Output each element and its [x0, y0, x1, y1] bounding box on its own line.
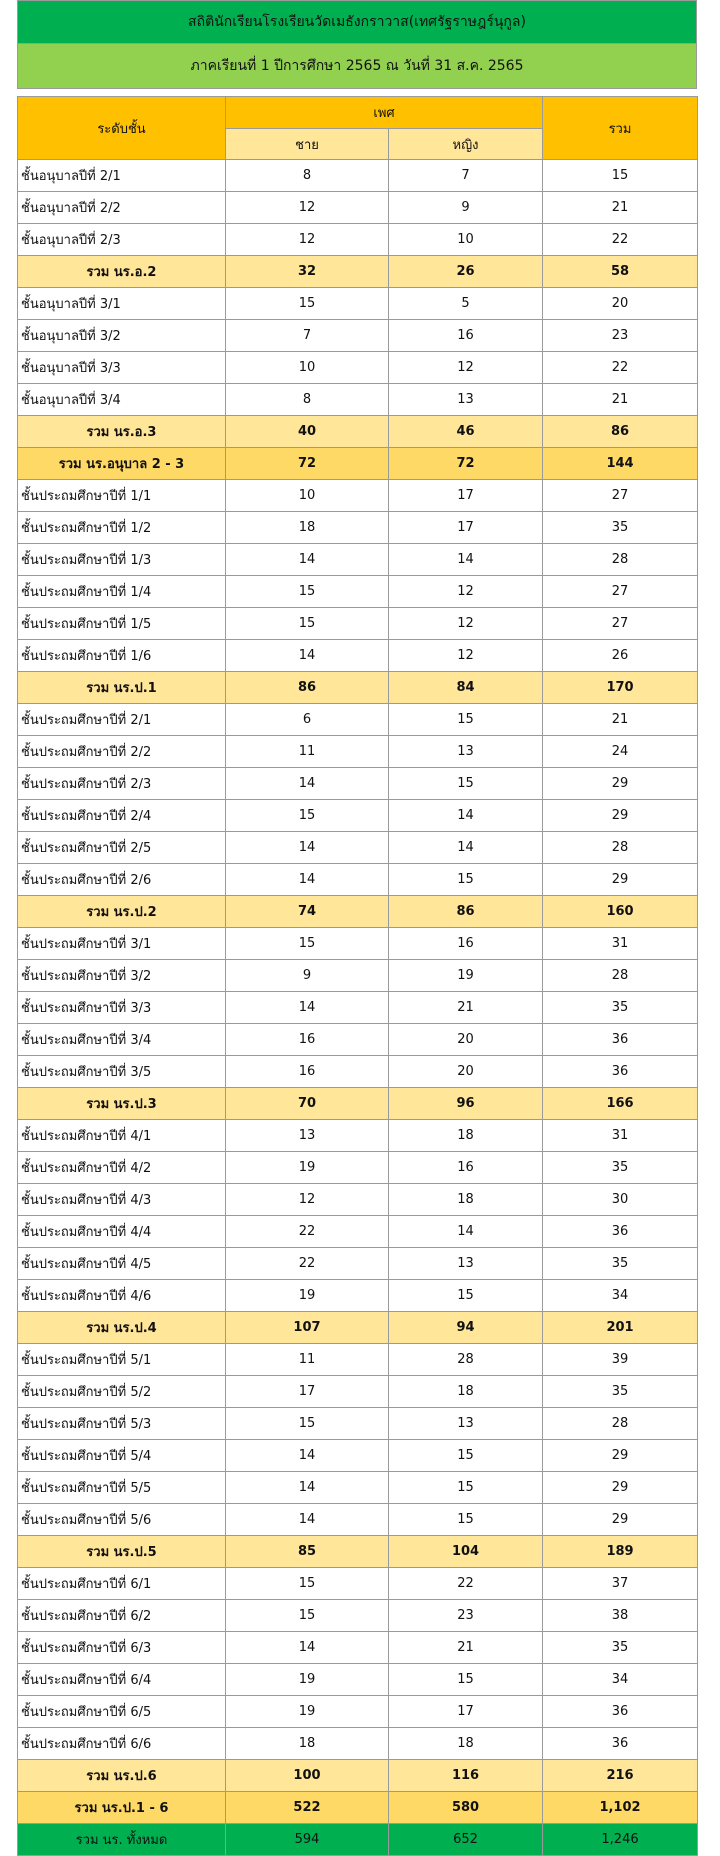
row-label: ชั้นอนุบาลปีที่ 3/3 [18, 352, 226, 384]
female-count: 5 [389, 288, 543, 320]
total-count: 23 [543, 320, 698, 352]
total-row [18, 1824, 698, 1856]
male-count: 19 [226, 1696, 389, 1728]
female-count: 21 [389, 1632, 543, 1664]
male-count: 15 [226, 1408, 389, 1440]
female-count: 46 [389, 416, 543, 448]
subtotal-row [18, 1760, 698, 1792]
row-label: ชั้นประถมศึกษาปีที่ 3/1 [18, 928, 226, 960]
row-label: รวม นร.อ.2 [18, 256, 226, 288]
row-label: รวม นร.ป.1 [18, 672, 226, 704]
female-count: 12 [389, 352, 543, 384]
female-count: 17 [389, 480, 543, 512]
male-count: 12 [226, 192, 389, 224]
table-row [18, 1600, 698, 1632]
male-count: 522 [226, 1792, 389, 1824]
male-count: 594 [226, 1824, 389, 1856]
male-count: 10 [226, 352, 389, 384]
row-label: ชั้นประถมศึกษาปีที่ 5/1 [18, 1344, 226, 1376]
female-count: 28 [389, 1344, 543, 1376]
male-count: 14 [226, 832, 389, 864]
total-count: 28 [543, 1408, 698, 1440]
male-count: 13 [226, 1120, 389, 1152]
female-count: 15 [389, 768, 543, 800]
male-count: 14 [226, 992, 389, 1024]
grand-subtotal-row [18, 1792, 698, 1824]
male-count: 15 [226, 608, 389, 640]
row-label: ชั้นประถมศึกษาปีที่ 2/3 [18, 768, 226, 800]
row-label: ชั้นประถมศึกษาปีที่ 1/1 [18, 480, 226, 512]
row-label: ชั้นอนุบาลปีที่ 3/4 [18, 384, 226, 416]
total-count: 27 [543, 480, 698, 512]
male-count: 14 [226, 1504, 389, 1536]
subtotal-row [18, 256, 698, 288]
total-count: 26 [543, 640, 698, 672]
male-count: 12 [226, 1184, 389, 1216]
table-row [18, 608, 698, 640]
table-row [18, 1152, 698, 1184]
male-count: 100 [226, 1760, 389, 1792]
table-row [18, 1472, 698, 1504]
female-count: 16 [389, 928, 543, 960]
row-label: ชั้นประถมศึกษาปีที่ 5/6 [18, 1504, 226, 1536]
total-count: 29 [543, 1472, 698, 1504]
female-count: 9 [389, 192, 543, 224]
subtotal-row [18, 1536, 698, 1568]
row-label: รวม นร.ป.6 [18, 1760, 226, 1792]
total-count: 189 [543, 1536, 698, 1568]
male-count: 15 [226, 800, 389, 832]
header-male: ชาย [226, 129, 389, 160]
female-count: 18 [389, 1120, 543, 1152]
total-count: 201 [543, 1312, 698, 1344]
table-row [18, 864, 698, 896]
female-count: 18 [389, 1376, 543, 1408]
male-count: 22 [226, 1216, 389, 1248]
table-row [18, 960, 698, 992]
table-row [18, 640, 698, 672]
table-header [18, 97, 698, 160]
total-count: 35 [543, 512, 698, 544]
total-count: 36 [543, 1056, 698, 1088]
male-count: 15 [226, 928, 389, 960]
table-row [18, 1344, 698, 1376]
female-count: 16 [389, 320, 543, 352]
female-count: 26 [389, 256, 543, 288]
table-row [18, 1504, 698, 1536]
table-row [18, 800, 698, 832]
female-count: 20 [389, 1024, 543, 1056]
table-row [18, 224, 698, 256]
male-count: 11 [226, 736, 389, 768]
row-label: รวม นร. ทั้งหมด [18, 1824, 226, 1856]
male-count: 18 [226, 512, 389, 544]
header-total: รวม [543, 97, 698, 160]
table-row [18, 736, 698, 768]
total-count: 36 [543, 1024, 698, 1056]
female-count: 15 [389, 1664, 543, 1696]
row-label: ชั้นประถมศึกษาปีที่ 6/6 [18, 1728, 226, 1760]
table-row [18, 704, 698, 736]
subtotal-row [18, 896, 698, 928]
table-row [18, 1248, 698, 1280]
total-count: 170 [543, 672, 698, 704]
male-count: 72 [226, 448, 389, 480]
total-count: 28 [543, 832, 698, 864]
row-label: ชั้นประถมศึกษาปีที่ 5/5 [18, 1472, 226, 1504]
total-count: 160 [543, 896, 698, 928]
row-label: ชั้นประถมศึกษาปีที่ 2/2 [18, 736, 226, 768]
table-row [18, 832, 698, 864]
row-label: ชั้นประถมศึกษาปีที่ 1/2 [18, 512, 226, 544]
table-row [18, 1696, 698, 1728]
row-label: ชั้นประถมศึกษาปีที่ 6/2 [18, 1600, 226, 1632]
subtotal-row [18, 672, 698, 704]
female-count: 14 [389, 1216, 543, 1248]
total-count: 38 [543, 1600, 698, 1632]
male-count: 70 [226, 1088, 389, 1120]
male-count: 86 [226, 672, 389, 704]
male-count: 32 [226, 256, 389, 288]
total-count: 15 [543, 160, 698, 192]
table-row [18, 928, 698, 960]
female-count: 15 [389, 1280, 543, 1312]
table-row [18, 544, 698, 576]
row-label: ชั้นประถมศึกษาปีที่ 1/6 [18, 640, 226, 672]
row-label: ชั้นประถมศึกษาปีที่ 2/5 [18, 832, 226, 864]
grand-subtotal-row [18, 448, 698, 480]
sheet-title: สถิตินักเรียนโรงเรียนวัดเมธังกราวาส(เทศรัฐราษฎร์นุกูล) [17, 0, 697, 44]
female-count: 13 [389, 736, 543, 768]
header-gender: เพศ [226, 97, 543, 129]
female-count: 15 [389, 864, 543, 896]
total-count: 36 [543, 1216, 698, 1248]
total-count: 36 [543, 1728, 698, 1760]
header-level: ระดับชั้น [18, 97, 226, 160]
male-count: 15 [226, 1568, 389, 1600]
total-count: 166 [543, 1088, 698, 1120]
female-count: 116 [389, 1760, 543, 1792]
male-count: 15 [226, 576, 389, 608]
table-row [18, 1376, 698, 1408]
sheet-subtitle: ภาคเรียนที่ 1 ปีการศึกษา 2565 ณ วันที่ 31 ส.ค. 2565 [17, 44, 697, 89]
table-row [18, 768, 698, 800]
female-count: 15 [389, 1504, 543, 1536]
female-count: 18 [389, 1184, 543, 1216]
male-count: 8 [226, 384, 389, 416]
row-label: รวม นร.อ.3 [18, 416, 226, 448]
table-row [18, 1440, 698, 1472]
male-count: 9 [226, 960, 389, 992]
male-count: 107 [226, 1312, 389, 1344]
total-count: 28 [543, 960, 698, 992]
male-count: 14 [226, 640, 389, 672]
table-row [18, 192, 698, 224]
male-count: 19 [226, 1280, 389, 1312]
female-count: 94 [389, 1312, 543, 1344]
total-count: 35 [543, 1376, 698, 1408]
student-table [17, 96, 698, 1856]
total-count: 31 [543, 1120, 698, 1152]
male-count: 7 [226, 320, 389, 352]
table-row [18, 992, 698, 1024]
male-count: 14 [226, 768, 389, 800]
male-count: 22 [226, 1248, 389, 1280]
total-count: 35 [543, 1632, 698, 1664]
female-count: 22 [389, 1568, 543, 1600]
row-label: ชั้นประถมศึกษาปีที่ 6/4 [18, 1664, 226, 1696]
row-label: รวม นร.อนุบาล 2 - 3 [18, 448, 226, 480]
female-count: 16 [389, 1152, 543, 1184]
female-count: 12 [389, 640, 543, 672]
table-row [18, 320, 698, 352]
female-count: 96 [389, 1088, 543, 1120]
row-label: ชั้นประถมศึกษาปีที่ 2/6 [18, 864, 226, 896]
female-count: 17 [389, 1696, 543, 1728]
female-count: 12 [389, 576, 543, 608]
total-count: 22 [543, 224, 698, 256]
table-row [18, 1280, 698, 1312]
row-label: ชั้นประถมศึกษาปีที่ 2/1 [18, 704, 226, 736]
total-count: 29 [543, 768, 698, 800]
table-row [18, 576, 698, 608]
female-count: 20 [389, 1056, 543, 1088]
row-label: รวม นร.ป.1 - 6 [18, 1792, 226, 1824]
total-count: 24 [543, 736, 698, 768]
subtotal-row [18, 416, 698, 448]
table-row [18, 1728, 698, 1760]
table-row [18, 480, 698, 512]
row-label: ชั้นประถมศึกษาปีที่ 4/4 [18, 1216, 226, 1248]
male-count: 8 [226, 160, 389, 192]
row-label: ชั้นประถมศึกษาปีที่ 1/4 [18, 576, 226, 608]
female-count: 84 [389, 672, 543, 704]
header-female: หญิง [389, 129, 543, 160]
total-count: 34 [543, 1664, 698, 1696]
male-count: 14 [226, 1472, 389, 1504]
female-count: 15 [389, 1440, 543, 1472]
total-count: 20 [543, 288, 698, 320]
row-label: ชั้นประถมศึกษาปีที่ 5/2 [18, 1376, 226, 1408]
table-row [18, 1632, 698, 1664]
male-count: 19 [226, 1664, 389, 1696]
total-count: 36 [543, 1696, 698, 1728]
female-count: 14 [389, 544, 543, 576]
male-count: 16 [226, 1024, 389, 1056]
row-label: ชั้นประถมศึกษาปีที่ 4/2 [18, 1152, 226, 1184]
row-label: รวม นร.ป.4 [18, 1312, 226, 1344]
row-label: ชั้นประถมศึกษาปีที่ 4/1 [18, 1120, 226, 1152]
table-row [18, 1664, 698, 1696]
total-count: 27 [543, 576, 698, 608]
male-count: 15 [226, 1600, 389, 1632]
male-count: 74 [226, 896, 389, 928]
female-count: 14 [389, 832, 543, 864]
row-label: ชั้นอนุบาลปีที่ 2/2 [18, 192, 226, 224]
row-label: ชั้นประถมศึกษาปีที่ 2/4 [18, 800, 226, 832]
row-label: ชั้นประถมศึกษาปีที่ 3/5 [18, 1056, 226, 1088]
total-count: 35 [543, 992, 698, 1024]
row-label: ชั้นประถมศึกษาปีที่ 6/1 [18, 1568, 226, 1600]
subtotal-row [18, 1088, 698, 1120]
total-count: 216 [543, 1760, 698, 1792]
table-row [18, 1216, 698, 1248]
male-count: 11 [226, 1344, 389, 1376]
total-count: 29 [543, 800, 698, 832]
row-label: ชั้นประถมศึกษาปีที่ 5/3 [18, 1408, 226, 1440]
row-label: ชั้นประถมศึกษาปีที่ 4/5 [18, 1248, 226, 1280]
total-count: 27 [543, 608, 698, 640]
total-count: 39 [543, 1344, 698, 1376]
table-row [18, 352, 698, 384]
female-count: 19 [389, 960, 543, 992]
row-label: ชั้นประถมศึกษาปีที่ 6/3 [18, 1632, 226, 1664]
female-count: 21 [389, 992, 543, 1024]
table-row [18, 512, 698, 544]
male-count: 12 [226, 224, 389, 256]
female-count: 23 [389, 1600, 543, 1632]
total-count: 58 [543, 256, 698, 288]
row-label: ชั้นอนุบาลปีที่ 3/1 [18, 288, 226, 320]
row-label: ชั้นอนุบาลปีที่ 3/2 [18, 320, 226, 352]
total-count: 21 [543, 704, 698, 736]
table-row [18, 384, 698, 416]
student-statistics-sheet [17, 0, 697, 1856]
row-label: ชั้นประถมศึกษาปีที่ 4/6 [18, 1280, 226, 1312]
male-count: 17 [226, 1376, 389, 1408]
total-count: 22 [543, 352, 698, 384]
row-label: รวม นร.ป.5 [18, 1536, 226, 1568]
table-row [18, 288, 698, 320]
row-label: ชั้นประถมศึกษาปีที่ 4/3 [18, 1184, 226, 1216]
row-label: ชั้นประถมศึกษาปีที่ 6/5 [18, 1696, 226, 1728]
male-count: 14 [226, 864, 389, 896]
table-row [18, 1024, 698, 1056]
female-count: 18 [389, 1728, 543, 1760]
female-count: 12 [389, 608, 543, 640]
male-count: 14 [226, 544, 389, 576]
total-count: 1,102 [543, 1792, 698, 1824]
subtotal-row [18, 1312, 698, 1344]
female-count: 652 [389, 1824, 543, 1856]
female-count: 13 [389, 384, 543, 416]
male-count: 6 [226, 704, 389, 736]
row-label: ชั้นอนุบาลปีที่ 2/3 [18, 224, 226, 256]
table-body [18, 160, 698, 1856]
total-count: 31 [543, 928, 698, 960]
row-label: ชั้นประถมศึกษาปีที่ 3/4 [18, 1024, 226, 1056]
row-label: ชั้นอนุบาลปีที่ 2/1 [18, 160, 226, 192]
row-label: ชั้นประถมศึกษาปีที่ 1/3 [18, 544, 226, 576]
female-count: 104 [389, 1536, 543, 1568]
total-count: 21 [543, 192, 698, 224]
female-count: 72 [389, 448, 543, 480]
female-count: 13 [389, 1408, 543, 1440]
female-count: 15 [389, 1472, 543, 1504]
table-row [18, 1408, 698, 1440]
total-count: 29 [543, 864, 698, 896]
total-count: 29 [543, 1504, 698, 1536]
table-row [18, 1568, 698, 1600]
total-count: 21 [543, 384, 698, 416]
total-count: 37 [543, 1568, 698, 1600]
male-count: 14 [226, 1632, 389, 1664]
row-label: ชั้นประถมศึกษาปีที่ 1/5 [18, 608, 226, 640]
row-label: ชั้นประถมศึกษาปีที่ 3/3 [18, 992, 226, 1024]
female-count: 86 [389, 896, 543, 928]
total-count: 29 [543, 1440, 698, 1472]
total-count: 35 [543, 1248, 698, 1280]
female-count: 580 [389, 1792, 543, 1824]
row-label: ชั้นประถมศึกษาปีที่ 5/4 [18, 1440, 226, 1472]
female-count: 13 [389, 1248, 543, 1280]
table-row [18, 160, 698, 192]
total-count: 144 [543, 448, 698, 480]
table-row [18, 1056, 698, 1088]
female-count: 10 [389, 224, 543, 256]
female-count: 15 [389, 704, 543, 736]
total-count: 30 [543, 1184, 698, 1216]
total-count: 1,246 [543, 1824, 698, 1856]
male-count: 14 [226, 1440, 389, 1472]
row-label: รวม นร.ป.2 [18, 896, 226, 928]
male-count: 85 [226, 1536, 389, 1568]
male-count: 18 [226, 1728, 389, 1760]
total-count: 86 [543, 416, 698, 448]
female-count: 7 [389, 160, 543, 192]
total-count: 35 [543, 1152, 698, 1184]
row-label: ชั้นประถมศึกษาปีที่ 3/2 [18, 960, 226, 992]
male-count: 15 [226, 288, 389, 320]
female-count: 17 [389, 512, 543, 544]
total-count: 28 [543, 544, 698, 576]
male-count: 19 [226, 1152, 389, 1184]
table-row [18, 1120, 698, 1152]
male-count: 10 [226, 480, 389, 512]
female-count: 14 [389, 800, 543, 832]
male-count: 16 [226, 1056, 389, 1088]
table-row [18, 1184, 698, 1216]
row-label: รวม นร.ป.3 [18, 1088, 226, 1120]
male-count: 40 [226, 416, 389, 448]
total-count: 34 [543, 1280, 698, 1312]
